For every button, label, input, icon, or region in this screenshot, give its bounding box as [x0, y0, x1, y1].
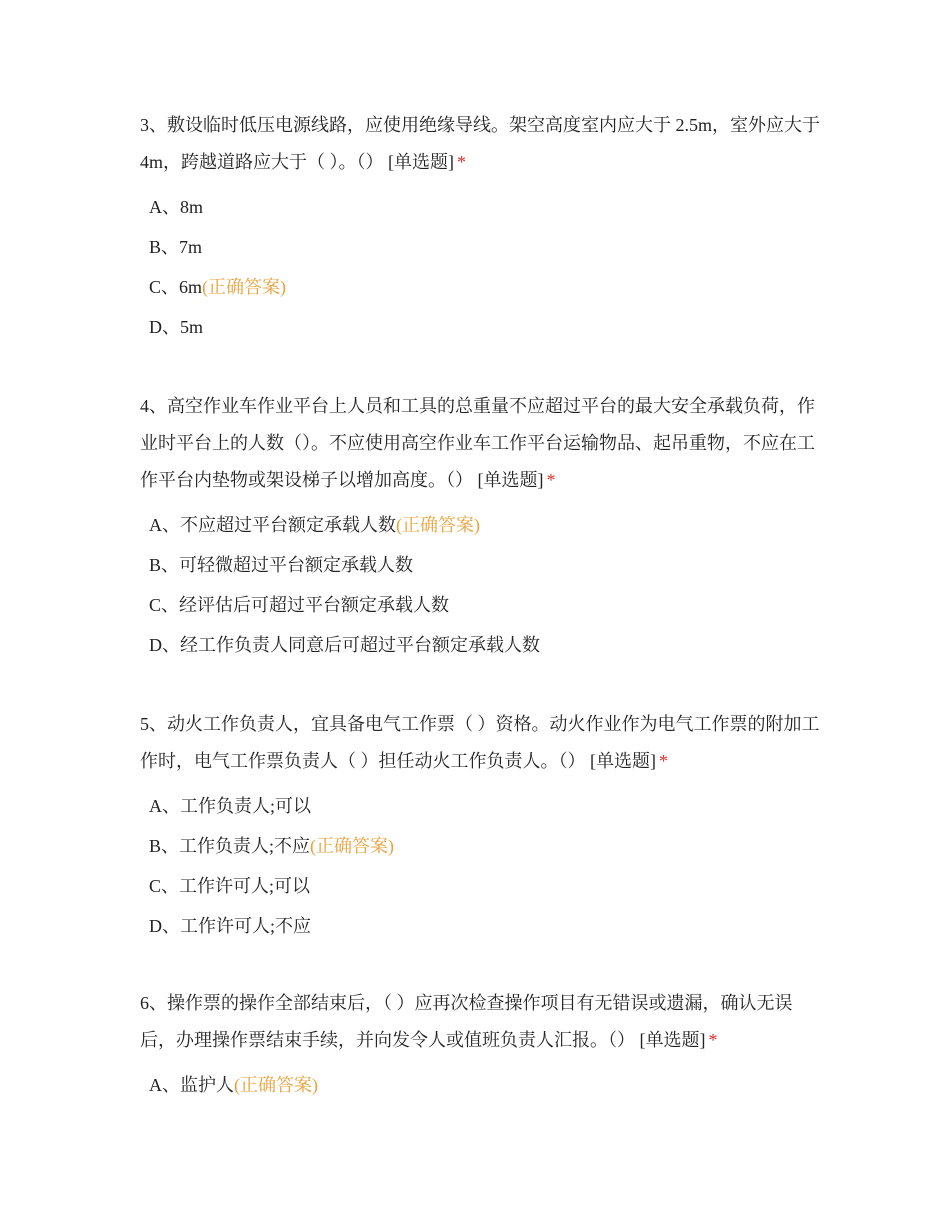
- option-a[interactable]: [140, 187, 820, 227]
- option-list: [140, 505, 820, 665]
- option-b[interactable]: [140, 227, 820, 267]
- correct-answer-label: (正确答案): [310, 836, 395, 856]
- option-list: [140, 786, 820, 946]
- option-text: D、工作许可人;不应: [149, 916, 311, 936]
- required-mark: *: [457, 152, 466, 172]
- option-a[interactable]: [140, 786, 820, 826]
- option-text: A、8m: [149, 197, 203, 217]
- option-c[interactable]: [140, 585, 820, 625]
- question-3: [140, 107, 820, 347]
- question-stem: 4、高空作业车作业平台上人员和工具的总重量不应超过平台的最大安全承载负荷，作业时平台上的人数（）。不应使用高空作业车工作平台运输物品、起吊重物，不应在工作平台内垫物或架设梯子以增加高度。（） [单选题]: [140, 396, 815, 490]
- option-a[interactable]: [140, 505, 820, 545]
- option-text: C、工作许可人;可以: [149, 876, 311, 896]
- option-d[interactable]: [140, 625, 820, 665]
- correct-answer-label: (正确答案): [396, 515, 480, 535]
- option-text: D、经工作负责人同意后可超过平台额定承载人数: [149, 635, 540, 655]
- question-4: [140, 388, 820, 665]
- option-b[interactable]: [140, 545, 820, 585]
- required-mark: *: [659, 751, 668, 771]
- option-text: A、工作负责人;可以: [149, 796, 311, 816]
- question-stem: 6、操作票的操作全部结束后，（ ）应再次检查操作项目有无错误或遗漏，确认无误后，办理操作票结束手续，并向发令人或值班负责人汇报。（） [单选题]: [140, 993, 793, 1050]
- question-5: [140, 706, 820, 946]
- option-list: [140, 187, 820, 347]
- option-text: D、5m: [149, 317, 203, 337]
- question-text: [140, 388, 820, 499]
- option-text: A、监护人: [149, 1075, 234, 1095]
- option-c[interactable]: [140, 866, 820, 906]
- question-6: [140, 985, 820, 1105]
- question-text: [140, 985, 820, 1059]
- question-text: [140, 706, 820, 780]
- option-d[interactable]: [140, 307, 820, 347]
- option-text: B、可轻微超过平台额定承载人数: [149, 555, 414, 575]
- question-text: [140, 107, 820, 181]
- option-d[interactable]: [140, 906, 820, 946]
- option-text: C、经评估后可超过平台额定承载人数: [149, 595, 450, 615]
- option-b[interactable]: [140, 826, 820, 866]
- correct-answer-label: (正确答案): [234, 1075, 318, 1095]
- required-mark: *: [708, 1030, 718, 1050]
- option-text: B、7m: [149, 237, 203, 257]
- question-stem: 5、动火工作负责人，宜具备电气工作票（ ）资格。动火作业作为电气工作票的附加工作时，电气工作票负责人（ ）担任动火工作负责人。（） [单选题]: [140, 714, 820, 771]
- question-stem: 3、敷设临时低压电源线路，应使用绝缘导线。架空高度室内应大于 2.5m，室外应大于 4m，跨越道路应大于（ ）。（） [单选题]: [140, 115, 820, 172]
- option-text: C、6m: [149, 277, 203, 297]
- option-c[interactable]: [140, 267, 820, 307]
- required-mark: *: [546, 470, 556, 490]
- option-text: A、不应超过平台额定承载人数: [149, 515, 396, 535]
- correct-answer-label: (正确答案): [202, 277, 287, 297]
- option-list: [140, 1065, 820, 1105]
- option-a[interactable]: [140, 1065, 820, 1105]
- option-text: B、工作负责人;不应: [149, 836, 311, 856]
